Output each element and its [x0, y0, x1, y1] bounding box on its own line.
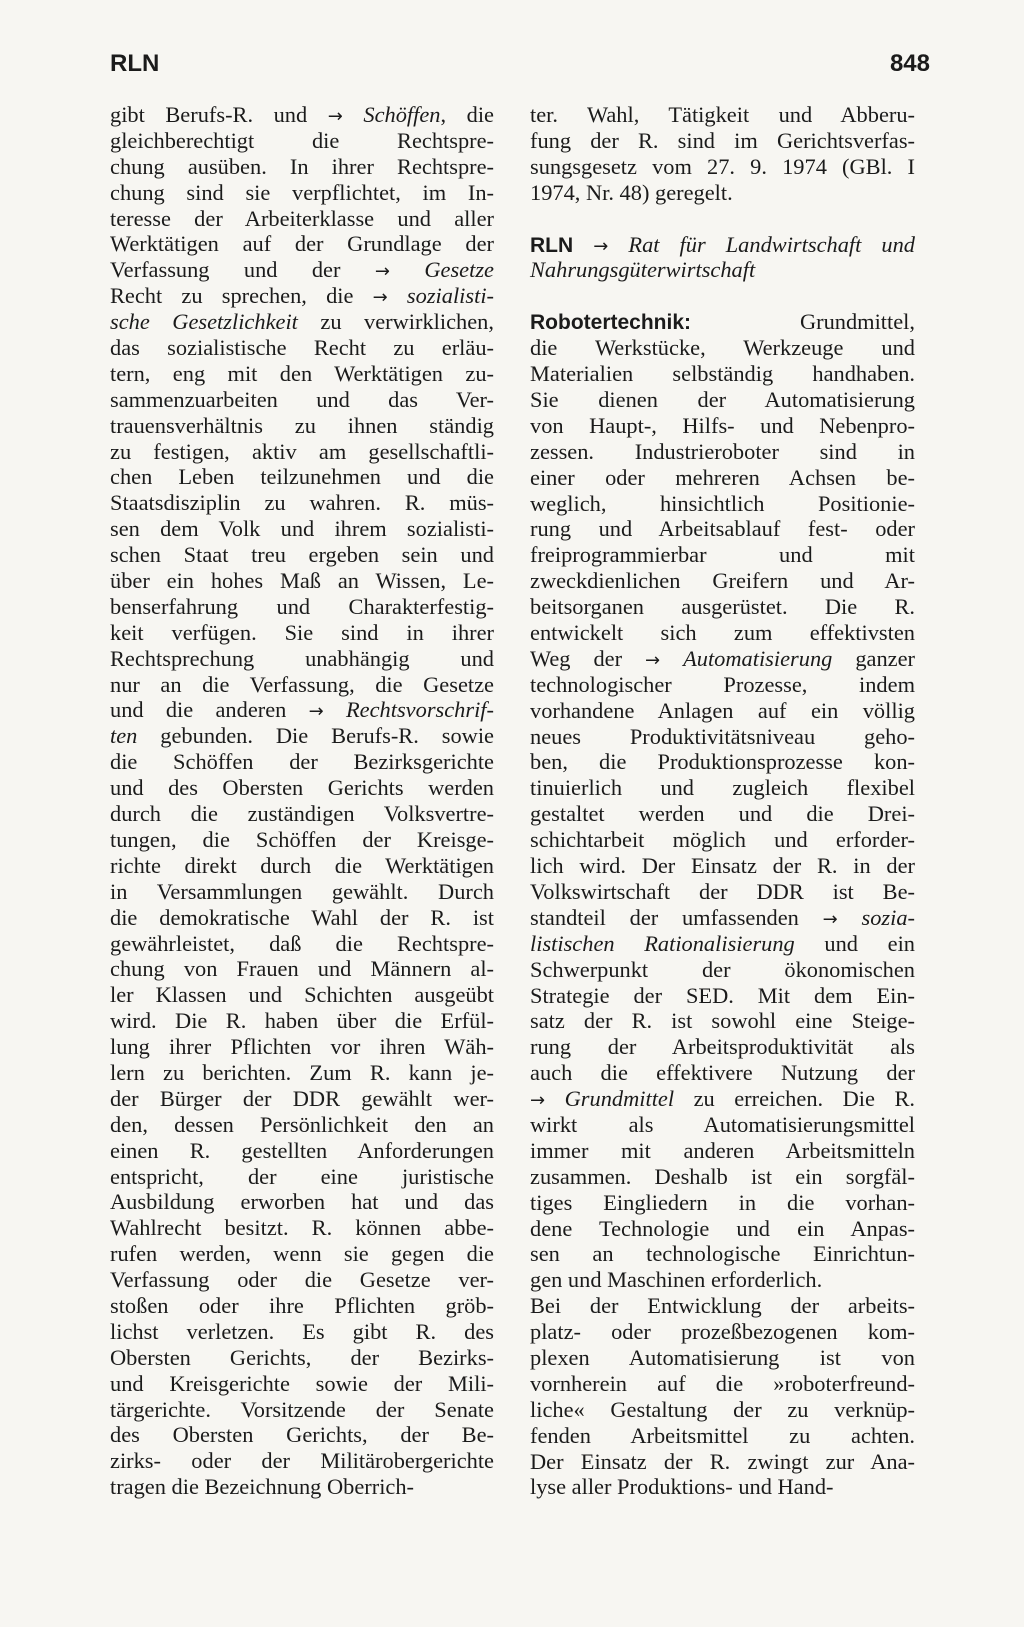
text-line: ler Klassen und Schichten ausgeübt — [110, 982, 494, 1008]
text-line: einer oder mehreren Achsen be- — [530, 464, 915, 490]
text-line: vornherein auf die »roboterfreund- — [530, 1370, 915, 1396]
text-line: wird. Die R. haben über die Erfül- — [110, 1008, 494, 1034]
text-line: chen Leben teilzunehmen und die — [110, 464, 494, 490]
text-line: chung sind sie verpflichtet, im In- — [110, 179, 494, 205]
text-line: neues Produktivitätsniveau geho- — [530, 723, 915, 749]
text-line: zusammen. Deshalb ist ein sorgfäl- — [530, 1163, 915, 1189]
text-line: immer mit anderen Arbeitsmitteln — [530, 1137, 915, 1163]
text-line: tragen die Bezeichnung Oberrich- — [110, 1474, 415, 1500]
text-line: freiprogrammierbar und mit — [530, 542, 915, 568]
text-line: Wahlrecht besitzt. R. können abbe- — [110, 1215, 494, 1241]
entry-text: Grundmittel, — [799, 309, 915, 335]
cross-reference: Nahrungsgüterwirtschaft — [530, 257, 756, 283]
entry-rln — [530, 232, 915, 284]
text-line: gen und Maschinen erforderlich. — [530, 1267, 823, 1293]
text-line: tern, eng mit den Werktätigen zu- — [110, 360, 494, 386]
text-line: ten gebunden. Die Berufs-R. sowie — [110, 723, 494, 749]
text-line: Bei der Entwicklung der arbeits- — [530, 1293, 915, 1319]
text-line: den, dessen Persönlichkeit den an — [110, 1111, 494, 1137]
text-line: Strategie der SED. Mit dem Ein- — [530, 982, 915, 1008]
text-line: entwickelt sich zum effektivsten — [530, 620, 915, 646]
text-line: und des Obersten Gerichts werden — [110, 775, 494, 801]
text-line: rung der Arbeitsproduktivität als — [530, 1034, 915, 1060]
text-line: ter. Wahl, Tätigkeit und Abberu- — [530, 102, 915, 127]
text-line: sche Gesetzlichkeit zu verwirklichen, — [110, 309, 494, 335]
text-line: keit verfügen. Sie sind in ihrer — [110, 619, 494, 645]
text-line: lyse aller Produktions- und Hand- — [530, 1474, 834, 1500]
text-line: wirkt als Automatisierungsmittel — [530, 1111, 915, 1137]
text-line: zu festigen, aktiv am gesellschaftli- — [110, 438, 494, 464]
text-line: tiges Eingliedern in die vorhan- — [530, 1189, 915, 1215]
text-line: Recht zu sprechen, die → sozialisti- — [110, 283, 494, 309]
text-line: stoßen oder ihre Pflichten gröb- — [110, 1292, 494, 1318]
text-line: platz- oder prozeßbezogenen kom- — [530, 1319, 915, 1345]
text-line: satz der R. ist sowohl eine Steige- — [530, 1008, 915, 1034]
text-line: chung ausüben. In ihrer Rechtspre- — [110, 153, 494, 179]
entry-continuation — [530, 102, 915, 206]
entry-term: RLN — [530, 233, 574, 257]
text-line: liche« Gestaltung der zu verknüp- — [530, 1396, 915, 1422]
text-line: chung von Frauen und Männern al- — [110, 956, 494, 982]
right-column — [530, 102, 915, 1500]
text-line: sen dem Volk und ihrem sozialisti- — [110, 516, 494, 542]
arrow-icon: → — [593, 235, 609, 257]
text-line: fung der R. sind im Gerichtsverfas- — [530, 127, 915, 153]
running-head: RLN — [110, 50, 160, 77]
text-line: die demokratische Wahl der R. ist — [110, 904, 494, 930]
text-line: Verfassung oder die Gesetze ver- — [110, 1267, 494, 1293]
text-line: und Kreisgerichte sowie der Mili- — [110, 1370, 494, 1396]
text-line: beitsorganen ausgerüstet. Die R. — [530, 594, 915, 620]
text-line: technologischer Prozesse, indem — [530, 671, 915, 697]
entry-robotertechnik — [530, 309, 915, 1500]
text-line: ben, die Produktionsprozesse kon- — [530, 749, 915, 775]
text-line: tungen, die Schöffen der Kreisge- — [110, 826, 494, 852]
text-line: zessen. Industrieroboter sind in — [530, 438, 915, 464]
text-line: vorhandene Anlagen auf ein völlig — [530, 697, 915, 723]
text-line: tinuierlich und zugleich flexibel — [530, 775, 915, 801]
text-line: entspricht, der eine juristische — [110, 1163, 494, 1189]
text-line: rung und Arbeitsablauf fest- oder — [530, 516, 915, 542]
text-line: → Grundmittel zu erreichen. Die R. — [530, 1086, 915, 1112]
text-line: von Haupt-, Hilfs- und Nebenpro- — [530, 412, 915, 438]
text-line: des Obersten Gerichts, der Be- — [110, 1422, 494, 1448]
text-line: Schwerpunkt der ökonomischen — [530, 956, 915, 982]
text-line: benserfahrung und Charakterfestig- — [110, 593, 494, 619]
entry-term: Robotertechnik: — [530, 311, 692, 335]
cross-reference: Rat für Landwirtschaft und — [628, 231, 915, 257]
text-line: sen an technologische Einrichtun- — [530, 1241, 915, 1267]
text-line: die Werkstücke, Werkzeuge und — [530, 335, 915, 361]
text-line: Ausbildung erworben hat und das — [110, 1189, 494, 1215]
entry-rln-line — [530, 257, 915, 283]
text-line: gibt Berufs-R. und → Schöffen, die — [110, 102, 494, 127]
text-line: Werktätigen auf der Grundlage der — [110, 231, 494, 257]
left-column — [110, 102, 494, 1500]
text-line: tärgerichte. Vorsitzende der Senate — [110, 1396, 494, 1422]
text-line: sammenzuarbeiten und das Ver- — [110, 386, 494, 412]
text-line: lichst verletzen. Es gibt R. des — [110, 1318, 494, 1344]
text-line: durch die zuständigen Volksvertre- — [110, 801, 494, 827]
text-line: gestaltet werden und die Drei- — [530, 801, 915, 827]
text-line: schichtarbeit möglich und erforder- — [530, 827, 915, 853]
text-line: fenden Arbeitsmittel zu achten. — [530, 1422, 915, 1448]
text-line: lung ihrer Pflichten vor ihren Wäh- — [110, 1034, 494, 1060]
text-line: listischen Rationalisierung und ein — [530, 930, 915, 956]
text-line: weglich, hinsichtlich Positionie- — [530, 490, 915, 516]
text-line: Weg der → Automatisierung ganzer — [530, 645, 915, 671]
text-line: rufen werden, wenn sie gegen die — [110, 1241, 494, 1267]
text-line: Obersten Gerichts, der Bezirks- — [110, 1344, 494, 1370]
text-line: nur an die Verfassung, die Gesetze — [110, 671, 494, 697]
text-line: trauensverhältnis zu ihnen ständig — [110, 412, 494, 438]
text-line: Rechtsprechung unabhängig und — [110, 645, 494, 671]
text-line: Sie dienen der Automatisierung — [530, 387, 915, 413]
text-line: der Bürger der DDR gewählt wer- — [110, 1085, 494, 1111]
text-line: gewährleistet, daß die Rechtspre- — [110, 930, 494, 956]
text-line: das sozialistische Recht zu erläu- — [110, 335, 494, 361]
text-line: über ein hohes Maß an Wissen, Le- — [110, 568, 494, 594]
entry-rln-line — [530, 232, 915, 258]
page-number: 848 — [889, 50, 930, 77]
text-line: plexen Automatisierung ist von — [530, 1344, 915, 1370]
text-line: Volkswirtschaft der DDR ist Be- — [530, 878, 915, 904]
text-line: lern zu berichten. Zum R. kann je- — [110, 1059, 494, 1085]
text-line: sungsgesetz vom 27. 9. 1974 (GBl. I — [530, 153, 915, 179]
text-line: auch die effektivere Nutzung der — [530, 1060, 915, 1086]
text-line: 1974, Nr. 48) geregelt. — [530, 179, 733, 205]
text-line: zweckdienlichen Greifern und Ar- — [530, 568, 915, 594]
text-line: Staatsdisziplin zu wahren. R. müs- — [110, 490, 494, 516]
text-line: Verfassung und der → Gesetze — [110, 257, 494, 283]
text-line: teresse der Arbeiterklasse und aller — [110, 205, 494, 231]
text-line: dene Technologie und ein Anpas- — [530, 1215, 915, 1241]
text-line: Der Einsatz der R. zwingt zur Ana- — [530, 1448, 915, 1474]
text-line: in Versammlungen gewählt. Durch — [110, 878, 494, 904]
text-line: die Schöffen der Bezirksgerichte — [110, 749, 494, 775]
text-line: schen Staat treu ergeben sein und — [110, 542, 494, 568]
text-line: zirks- oder der Militärobergerichte — [110, 1448, 494, 1474]
entry-robot-line — [530, 309, 915, 335]
text-line: gleichberechtigt die Rechtspre- — [110, 127, 494, 153]
text-line: einen R. gestellten Anforderungen — [110, 1137, 494, 1163]
text-line: und die anderen → Rechtsvorschrif- — [110, 697, 494, 723]
page-header — [110, 50, 930, 80]
text-line: Materialien selbständig handhaben. — [530, 361, 915, 387]
text-line: lich wird. Der Einsatz der R. in der — [530, 853, 915, 879]
text-line: richte direkt durch die Werktätigen — [110, 852, 494, 878]
text-line: standteil der umfassenden → sozia- — [530, 904, 915, 930]
